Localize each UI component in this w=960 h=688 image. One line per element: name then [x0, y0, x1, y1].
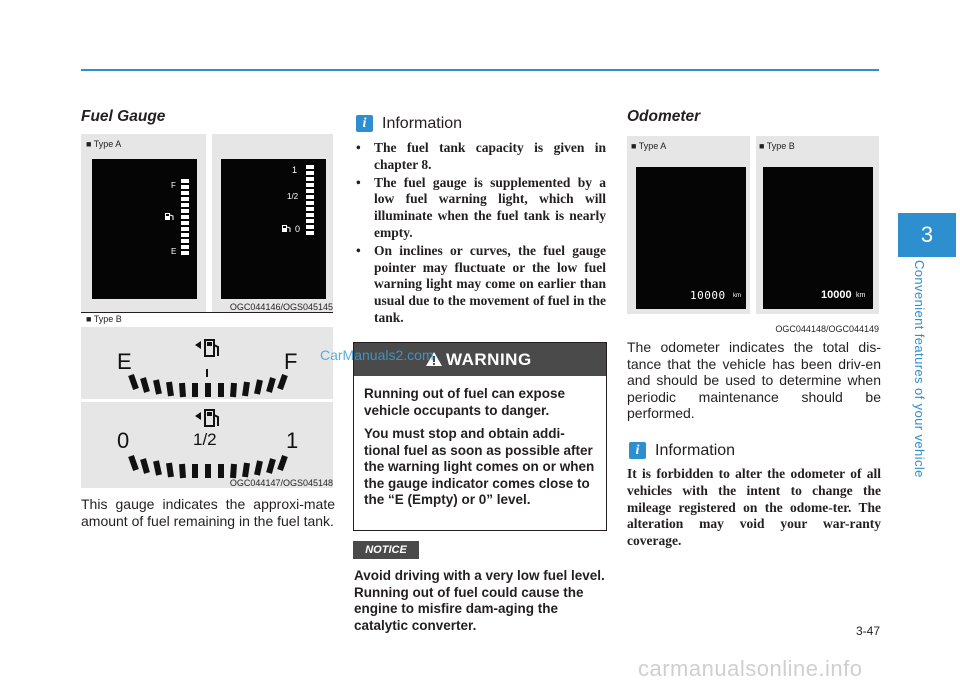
fuel-gauge-description: This gauge indicates the approxi-mate amount of fuel remaining in the fuel tank.	[81, 496, 335, 529]
type-a-figure-code: OGC044146/OGS045145	[229, 302, 333, 312]
fuel-gauge-type-a-figure	[81, 134, 333, 312]
odometer-type-b-label: ■ Type B	[759, 141, 795, 151]
type-b-label: ■ Type B	[86, 314, 122, 324]
analog1-empty-label: E	[117, 349, 132, 374]
chapter-title: Convenient features of your vehicle	[912, 260, 927, 478]
fuel-pump-icon	[281, 223, 291, 233]
figure-divider	[206, 134, 212, 312]
chapter-number-tab: 3	[898, 213, 956, 257]
odometer-type-a-label: ■ Type A	[631, 141, 667, 151]
lcd2-segment-bar	[306, 165, 314, 237]
fuel-gauge-title: Fuel Gauge	[81, 108, 166, 125]
analog2-full-label: 1	[286, 428, 299, 453]
warning-text-1: Running out of fuel can expose vehicle occupants to danger.	[364, 386, 566, 418]
information-title: Information	[655, 442, 736, 459]
list-item: • The fuel gauge is supplemented by a low fuel warning light, which will illuminate when the fuel tank is nearly empty.	[354, 175, 606, 242]
odometer-description: The odometer indicates the total dis-tance that the vehicle has been driv-en and should be used to determine when periodic maintenance should be performed.	[627, 339, 881, 421]
type-a-label: ■ Type A	[86, 139, 122, 149]
fuel-pump-icon	[193, 408, 223, 430]
analog1-full-label: F	[284, 349, 298, 374]
analog2-half-label: 1/2	[193, 430, 217, 449]
warning-box	[353, 342, 607, 531]
page-number: 3-47	[855, 624, 880, 638]
lcd2-empty-label: 0	[295, 224, 301, 234]
analog-fuel-gauge-ef	[81, 327, 333, 399]
odometer-figure	[627, 136, 879, 314]
odometer-figure-code: OGC044148/OGC044149	[775, 324, 879, 334]
lcd1-segment-bar	[181, 179, 189, 259]
odometer-value-a: 10000	[690, 289, 726, 302]
analog2-empty-label: 0	[117, 428, 130, 453]
warning-title: WARNING	[446, 350, 532, 369]
odometer-display-type-b	[763, 167, 873, 309]
notice-tag: NOTICE	[353, 541, 419, 559]
lcd1-empty-label: E	[171, 247, 177, 256]
watermark-top: CarManuals2.com	[320, 347, 434, 363]
lcd1-full-label: F	[171, 181, 176, 190]
odometer-title: Odometer	[627, 108, 701, 125]
information-bullet-list	[354, 140, 606, 328]
fuel-pump-icon	[193, 337, 223, 361]
lcd2-full-label: 1	[292, 165, 298, 175]
odometer-display-type-a	[636, 167, 746, 309]
odometer-value-b: 10000	[821, 289, 852, 301]
list-item: • On inclines or curves, the fuel gauge pointer may fluctuate or the low fuel warning light may come on earlier than usual due to the movement of fuel in the tank.	[354, 243, 606, 327]
list-item: • The fuel tank capacity is given in chapter 8.	[354, 140, 606, 174]
lcd-fuel-gauge-fe	[92, 159, 197, 299]
information-icon: i	[356, 115, 373, 132]
figure-divider	[750, 136, 756, 314]
header-rule	[81, 69, 879, 71]
odometer-information-text: It is forbidden to alter the odometer of all vehicles with the intent to change the mileage registered on the odome-ter. The alteration may void your war-ranty coverage.	[627, 466, 881, 549]
figure-separator	[81, 312, 333, 313]
odometer-unit-a: km	[733, 293, 741, 299]
information-icon: i	[629, 442, 646, 459]
fuel-pump-icon	[164, 211, 174, 221]
information-title: Information	[382, 115, 463, 132]
warning-text-2: You must stop and obtain addi-tional fuel as soon as possible after the warning light comes on or when the gauge indicator comes close to the “E (Empty) or 0” level.	[364, 426, 595, 507]
type-b-figure-code: OGC044147/OGS045148	[229, 478, 333, 488]
analog-fuel-gauge-fraction	[81, 402, 333, 488]
odometer-unit-b: km	[856, 292, 866, 299]
lcd-fuel-gauge-fraction	[221, 159, 326, 299]
notice-text: Avoid driving with a very low fuel level. Running out of fuel could cause the engine to misfire dam-aging the catalytic converter.	[354, 568, 605, 633]
watermark-bottom: carmanualsonline.info	[638, 656, 863, 681]
lcd2-half-label: 1/2	[287, 192, 299, 201]
